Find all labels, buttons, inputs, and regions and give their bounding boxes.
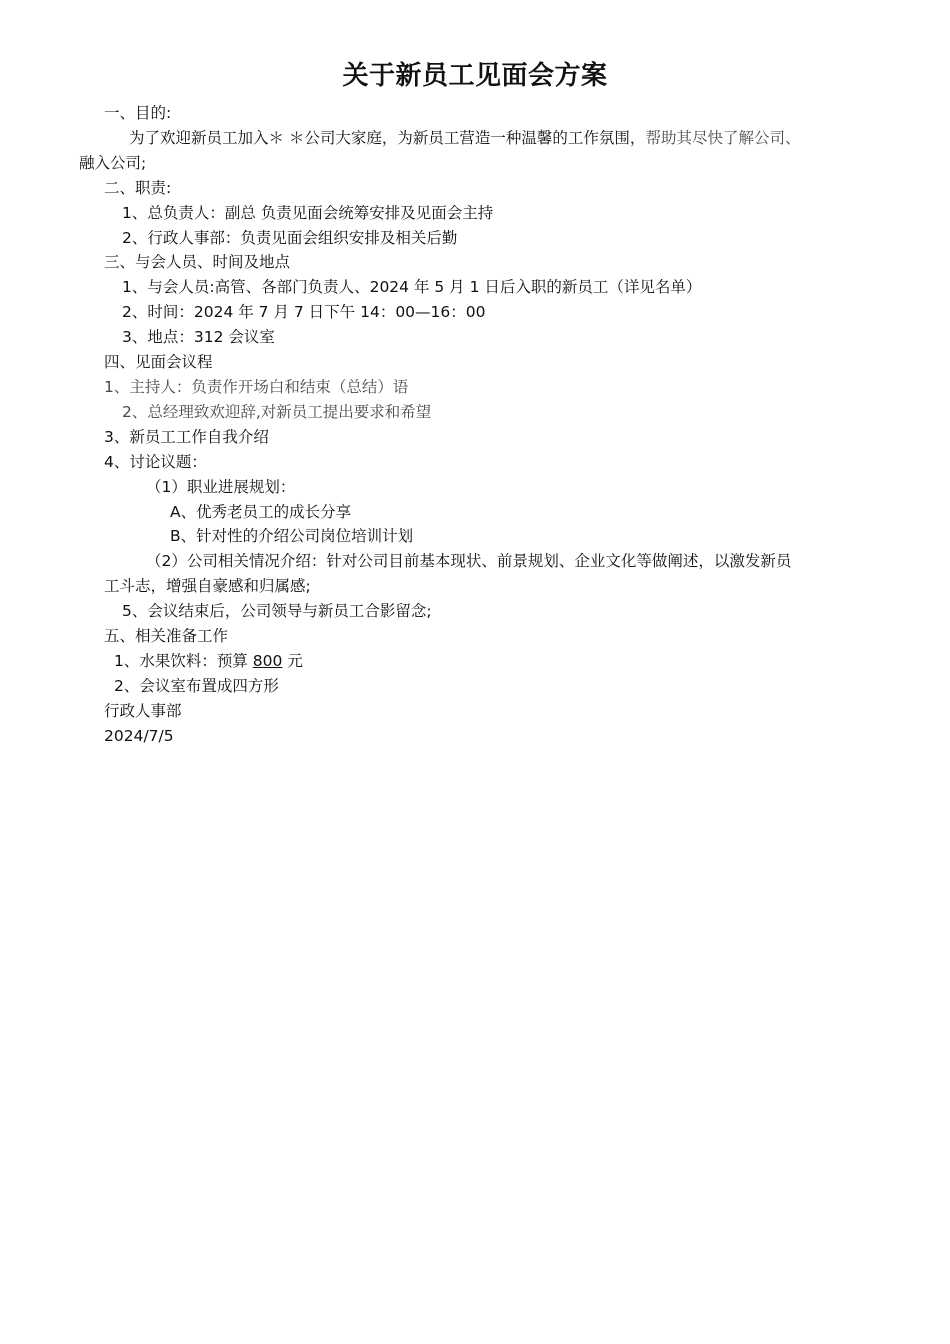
section-agenda-heading: 四、见面会议程 — [104, 353, 213, 372]
budget-label: 1、水果饮料：预算 — [114, 651, 253, 670]
purpose-text-part3: 融入公司; — [79, 153, 147, 172]
purpose-text-part1: 为了欢迎新员工加入＊ ＊公司大家庭，为新员工营造一种温馨的工作氛围， — [129, 128, 646, 147]
section-purpose-heading: 一、目的: — [104, 104, 172, 122]
section-duties-heading: 二、职责: — [104, 178, 172, 197]
document-title: 关于新员工见面会方案 — [342, 61, 608, 91]
duties-item-1: 1、总负责人：副总 负责见面会统筹安排及见面会主持 — [122, 203, 494, 222]
signature-date: 2024/7/5 — [104, 726, 174, 745]
section-preparation-heading: 五、相关准备工作 — [104, 627, 229, 646]
agenda-subitem-2-line1: （2）公司相关情况介绍：针对公司目前基本现状、前景规划、企业文化等做阐述，以激发新员 — [146, 552, 792, 571]
agenda-subitem-1b: B、针对性的介绍公司岗位培训计划 — [170, 527, 414, 546]
section-attendees-heading: 三、与会人员、时间及地点 — [104, 253, 291, 272]
agenda-item-2: 2、总经理致欢迎辞,对新员工提出要求和希望 — [122, 402, 432, 421]
preparation-item-1 — [104, 649, 864, 674]
duties-item-2: 2、行政人事部：负责见面会组织安排及相关后勤 — [122, 228, 458, 247]
attendees-item-2: 2、时间：2024 年 7 月 7 日下午 14：00—16：00 — [122, 303, 486, 322]
agenda-item-3: 3、新员工工作自我介绍 — [104, 427, 269, 446]
agenda-subitem-2-line2: 工斗志，增强自豪感和归属感; — [104, 577, 311, 596]
agenda-subitem-1a: A、优秀老员工的成长分享 — [170, 502, 352, 521]
agenda-subitem-1: （1）职业进展规划： — [146, 477, 296, 496]
attendees-item-1: 1、与会人员:高管、各部门负责人、2024 年 5 月 1 日后入职的新员工（详见名单） — [122, 278, 702, 297]
agenda-item-1: 1、主持人：负责作开场白和结束（总结）语 — [104, 377, 409, 396]
attendees-item-3: 3、地点：312 会议室 — [122, 328, 275, 347]
purpose-text-part2: 帮助其尽快了解公司、 — [645, 128, 801, 147]
section-purpose-paragraph — [79, 126, 864, 176]
agenda-item-4: 4、讨论议题： — [104, 452, 207, 471]
agenda-item-5: 5、会议结束后，公司领导与新员工合影留念; — [122, 602, 432, 621]
budget-unit: 元 — [282, 651, 303, 670]
signature-department: 行政人事部 — [104, 701, 182, 720]
document-body — [79, 101, 864, 749]
preparation-item-2: 2、会议室布置成四方形 — [114, 676, 279, 695]
budget-amount: 800 — [252, 651, 283, 670]
